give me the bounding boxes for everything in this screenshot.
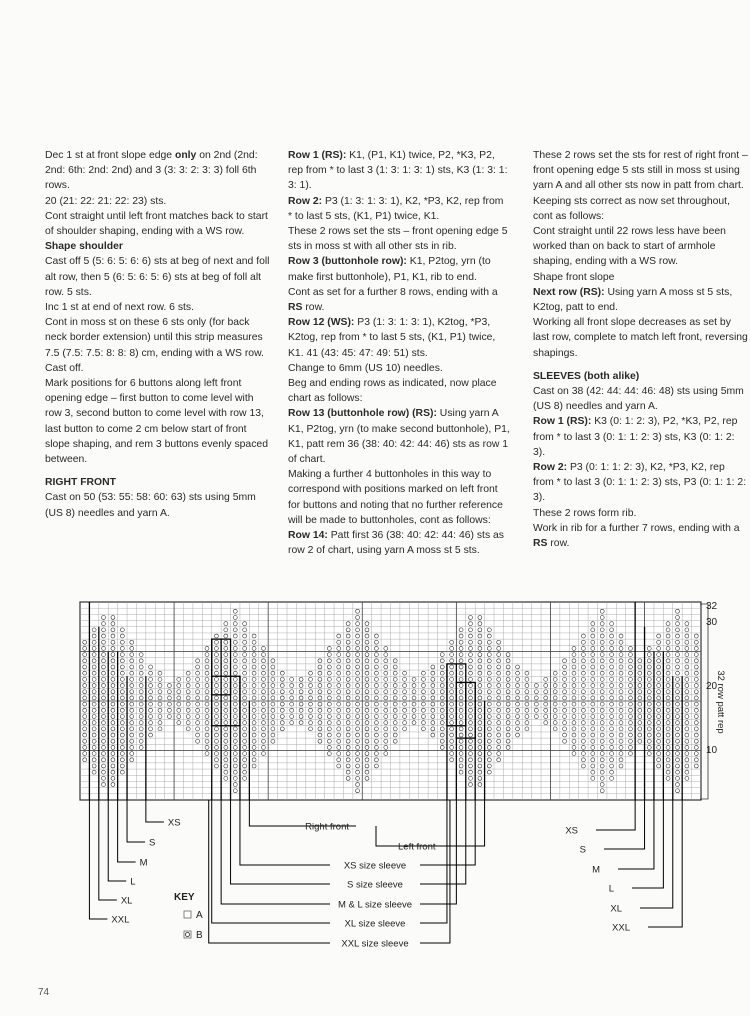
chart-label: M	[139, 857, 148, 869]
instruction-paragraph: Beg and ending rows as indicated, now place chart as follows:	[288, 378, 497, 405]
right-size-leader	[604, 800, 645, 849]
instruction-paragraph: Working all front slope decreases as set by last row, complete to match left front, reversing shapings.	[533, 317, 748, 359]
instruction-paragraph: Cast on 38 (42: 44: 44: 46: 48) sts using 5mm (US 8) needles and yarn A.	[533, 386, 744, 413]
instruction-paragraph: Row 12 (WS): P3 (1: 3: 1: 3: 1), K2tog, *P3, K2tog, rep from * to last 5 sts, (K1, P1) twice, K1. 41 (43: 45: 47: 49: 51) sts.	[288, 317, 496, 359]
chart-label: XXL size sleeve	[341, 938, 409, 950]
instruction-paragraph: Shape front slope	[533, 271, 615, 283]
chart-label: L	[130, 876, 136, 888]
text-column-1	[45, 148, 273, 521]
row-repeat-label: 32 row patt rep	[715, 670, 726, 734]
chart-label: XS	[565, 825, 578, 837]
instruction-paragraph: Row 13 (buttonhole row) (RS): Using yarn A K1, P2tog, yrn (to make second buttonhole), P1, K1, patt rem 36 (38: 40: 42: 44: 46) sts as row 1 of chart.	[288, 408, 510, 466]
chart-label: XS	[167, 817, 181, 829]
instruction-paragraph: Row 14: Patt first 36 (38: 40: 42: 44: 46) sts as row 2 of chart, using yarn A moss st 5 sts.	[288, 530, 504, 557]
chart-label: L	[608, 883, 614, 895]
paragraph-spacer	[533, 361, 748, 369]
chart-label: 30	[706, 617, 718, 628]
chart-label: S	[149, 837, 156, 849]
chart-label: S	[579, 844, 586, 856]
sleeve-leader-left	[231, 800, 330, 884]
instruction-paragraph: Cast off.	[45, 362, 84, 374]
paragraph-spacer	[45, 467, 273, 475]
instruction-paragraph: Row 2: P3 (1: 3: 1: 3: 1), K2, *P3, K2, rep from * to last 5 sts, (K1, P1) twice, K1.	[288, 195, 504, 222]
section-heading: Shape shoulder	[45, 241, 123, 253]
instruction-paragraph: Row 1 (RS): K3 (0: 1: 2: 3), P2, *K3, P2, rep from * to last 3 (0: 1: 1: 2: 3) sts, K3 (0: 1: 2: 3).	[533, 416, 738, 458]
left-front-leader	[376, 800, 485, 846]
chart-label: XS size sleeve	[343, 860, 407, 872]
right-size-leader	[618, 800, 654, 869]
sleeve-leader-left	[240, 800, 330, 865]
instruction-paragraph: Dec 1 st at front slope edge only on 2nd (2nd: 2nd: 6th: 2nd: 2nd) and 3 (3: 3: 2: 3: 3) foll 6th rows.	[45, 150, 258, 192]
instruction-paragraph: Cont straight until 22 rows less have been worked than on back to start of armhole shaping, ending with a WS row.	[533, 226, 726, 268]
instruction-paragraph: These 2 rows set the sts for rest of right front – front opening edge 5 sts still in moss st using yarn A and all other sts now in patt from chart.	[533, 150, 748, 192]
chart-label: M & L size sleeve	[337, 899, 413, 911]
chart-label: XXL	[111, 914, 130, 926]
blank-square-icon	[184, 911, 191, 918]
left-size-leader	[146, 800, 164, 822]
chart-label: XL	[120, 895, 133, 907]
sleeve-leader-right	[420, 800, 447, 923]
chart-label: 10	[706, 745, 718, 756]
colourwork-chart	[0, 590, 750, 960]
text-column-3	[533, 148, 748, 551]
sleeve-leader-right	[420, 800, 450, 943]
instruction-paragraph: Cont straight until left front matches back to start of shoulder shaping, ending with a WS row.	[45, 210, 268, 238]
instruction-paragraph: Inc 1 st at end of next row. 6 sts.	[45, 302, 195, 314]
instruction-paragraph: Row 3 (buttonhole row): K1, P2tog, yrn (to make first buttonhole), P1, K1, rib to end.	[288, 256, 491, 283]
chart-label: 20	[706, 681, 718, 692]
instruction-paragraph: 20 (21: 22: 21: 22: 23) sts.	[45, 195, 167, 207]
instruction-paragraph: Next row (RS): Using yarn A moss st 5 sts, K2tog, patt to end.	[533, 286, 733, 314]
instruction-paragraph: These 2 rows form rib.	[533, 507, 637, 519]
chart-label: XXL	[612, 922, 630, 934]
chart-label: KEY	[174, 892, 195, 903]
instruction-paragraph: Cast on 50 (53: 55: 58: 60: 63) sts using 5mm (US 8) needles and yarn A.	[45, 492, 256, 519]
instruction-paragraph: Mark positions for 6 buttons along left front opening edge – first button to come level with row 3, second button to come level with row 13, last button to come 2 cm below start of front slope shaping, and rem 3 buttons evenly spaced between.	[45, 378, 268, 466]
instruction-paragraph: Cont in moss st on these 6 sts only (for back neck border extension) until this strip measures 7.5 (7.5: 7.5: 8: 8: 8) cm, ending with a WS row.	[45, 317, 264, 359]
sleeve-leader-right	[420, 800, 475, 865]
instruction-paragraph: These 2 rows set the sts – front opening edge 5 sts in moss st with all other sts in rib.	[288, 226, 508, 253]
chart-label: Left front	[398, 841, 436, 853]
section-heading: RIGHT FRONT	[45, 477, 116, 489]
instruction-paragraph: Making a further 4 buttonholes in this way to correspond with positions marked on left front for buttons and noting that no further reference will be made to buttonholes, cont as follows:	[288, 469, 503, 526]
right-size-leader	[596, 800, 635, 830]
chart-label: 32	[706, 601, 718, 612]
sleeve-leader-left	[221, 800, 330, 904]
chart-label: B	[196, 930, 203, 941]
instruction-paragraph: Row 1 (RS): K1, (P1, K1) twice, P2, *K3, P2, rep from * to last 3 (1: 3: 1: 3: 1) sts, K3 (1: 3: 1: 3: 1).	[288, 150, 508, 192]
instruction-paragraph: Cast off 5 (5: 6: 5: 6: 6) sts at beg of next and foll alt row, then 5 (6: 5: 6: 5: 6) sts at beg of foll alt row. 5 sts.	[45, 256, 270, 298]
instruction-paragraph: Row 2: P3 (0: 1: 1: 2: 3), K2, *P3, K2, rep from * to last 3 (0: 1: 1: 2: 3) sts, P3 (0: 1: 1: 2: 3).	[533, 462, 747, 504]
sleeve-leader-left	[212, 800, 330, 923]
chart-label: M	[592, 864, 600, 876]
chart-label: XL	[610, 903, 622, 915]
right-size-leader	[632, 800, 663, 888]
chart-label: XL size sleeve	[344, 918, 406, 930]
text-column-2	[288, 148, 510, 558]
section-heading: SLEEVES (both alike)	[533, 370, 640, 382]
page-number: 74	[38, 987, 50, 998]
chart-label: A	[196, 910, 203, 921]
chart-label: S size sleeve	[347, 879, 403, 891]
instruction-paragraph: Change to 6mm (US 10) needles.	[288, 362, 443, 374]
instruction-paragraph: Work in rib for a further 7 rows, ending with a RS row.	[533, 522, 740, 550]
chart-label: Right front	[305, 821, 349, 833]
instruction-paragraph: Keeping sts correct as now set throughout, cont as follows:	[533, 195, 730, 222]
dot-square-icon	[184, 931, 191, 938]
instruction-paragraph: Cont as set for a further 8 rows, ending with a RS row.	[288, 286, 498, 314]
left-size-leader	[127, 800, 145, 842]
